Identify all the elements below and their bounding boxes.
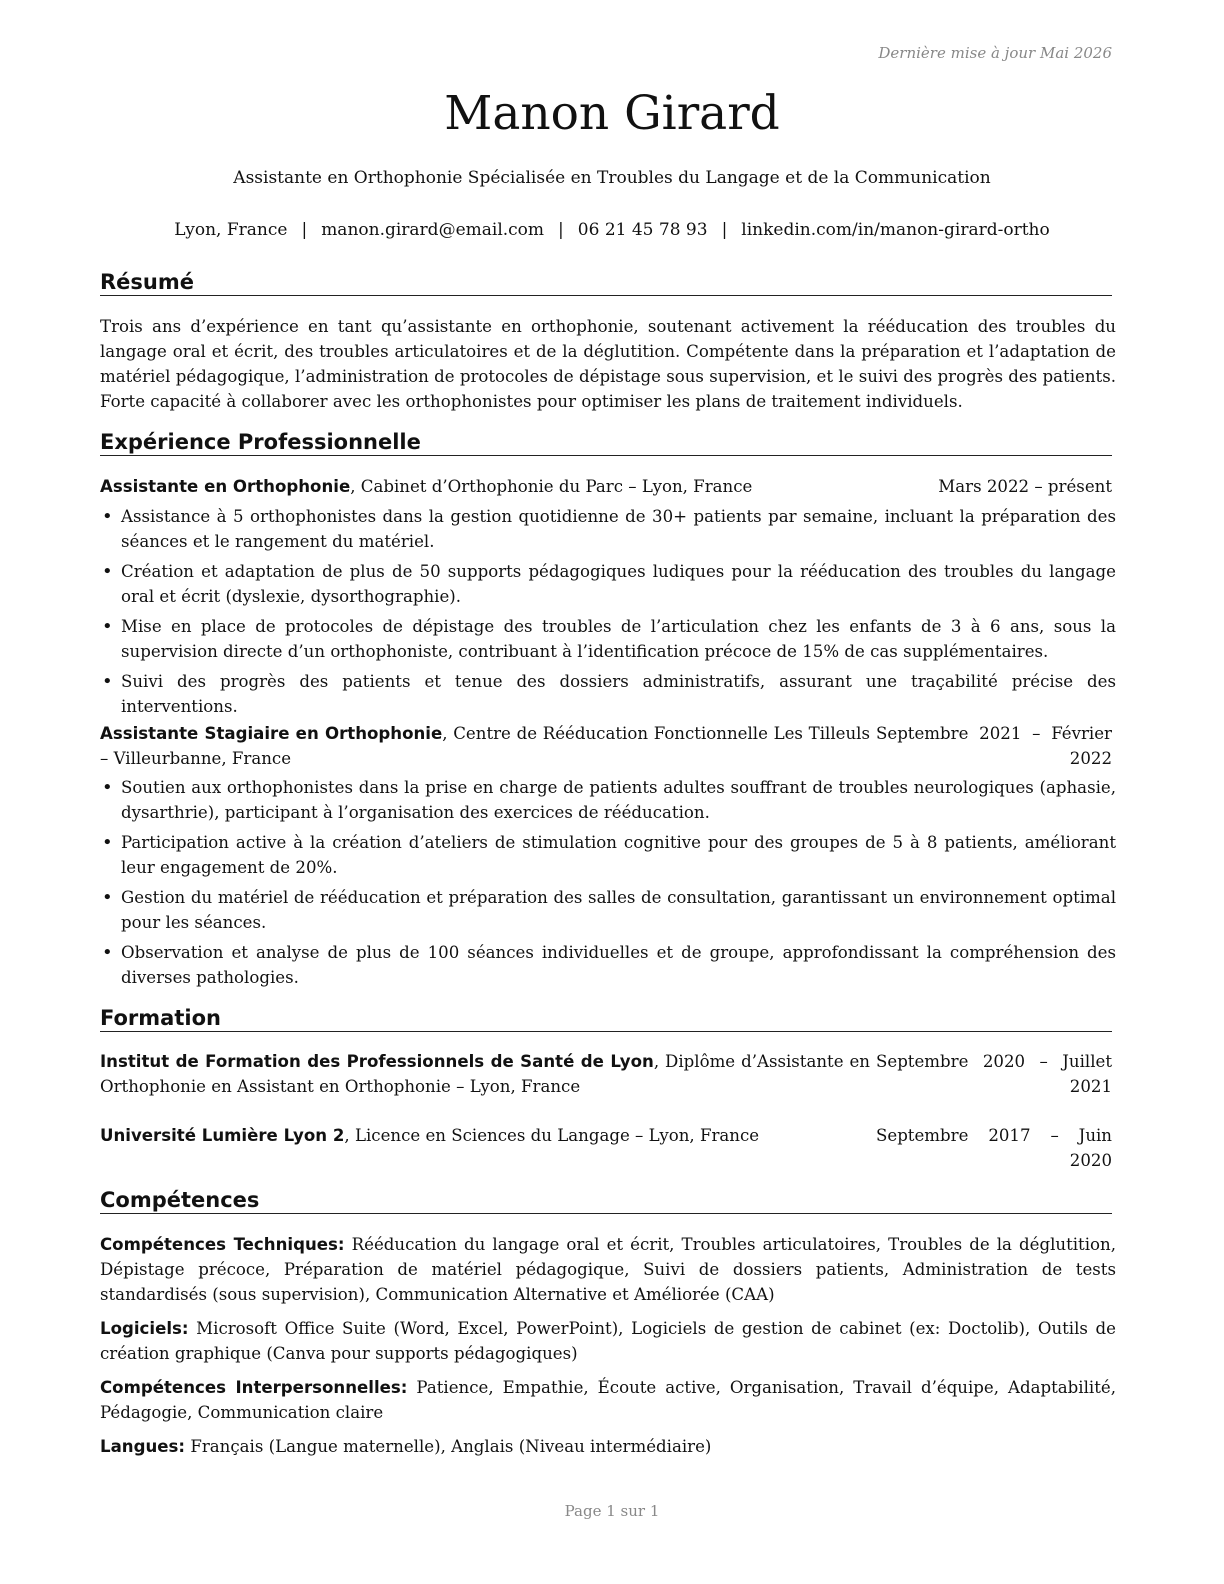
- education-entry-2: [100, 1123, 1112, 1170]
- experience-organization: , Cabinet d’Orthophonie du Parc – Lyon, France: [350, 477, 753, 496]
- education-detail: , Licence en Sciences du Langage – Lyon, France: [344, 1126, 760, 1145]
- skill-value: Français (Langue maternelle), Anglais (Niveau intermédiaire): [185, 1437, 712, 1456]
- skill-label: Compétences Interpersonnelles:: [100, 1378, 408, 1397]
- experience-entry-2-header: [100, 721, 1112, 771]
- education-dates: Septembre 2017 – Juin 2020: [876, 1126, 1112, 1170]
- education-dates: Septembre 2020 – Juillet 2021: [876, 1052, 1112, 1096]
- education-school: Université Lumière Lyon 2: [100, 1126, 345, 1145]
- experience-dates: Septembre 2021 – Février 2022: [876, 724, 1112, 768]
- experience-entry-1-header: [100, 474, 1112, 499]
- skill-value: Rééducation du langage oral et écrit, Troubles articulatoires, Troubles de la déglutition, Dépistage précoce, Préparation de matériel pédagogique, Suivi de dossiers patients, Administration de tests standardisés (sous supervision), Communication Alternative et Améliorée (CAA): [100, 1235, 1116, 1304]
- education-detail: , Diplôme d’Assistante en Orthophonie en Assistant en Orthophonie – Lyon, France: [100, 1052, 870, 1096]
- section-title-skills: Compétences: [100, 1188, 1112, 1214]
- experience-1-bullets: [100, 504, 1116, 724]
- list-item: • Observation et analyse de plus de 100 séances individuelles et de groupe, approfondissant la compréhension des diverses pathologies.: [100, 940, 1116, 990]
- experience-role: Assistante en Orthophonie: [100, 477, 351, 496]
- contact-location: Lyon, France: [174, 220, 288, 240]
- contact-phone: 06 21 45 78 93: [577, 220, 708, 240]
- skill-value: Patience, Empathie, Écoute active, Organisation, Travail d’équipe, Adaptabilité, Pédagogie, Communication claire: [100, 1378, 1116, 1422]
- experience-dates: Mars 2022 – présent: [938, 477, 1112, 496]
- skill-row-languages: [100, 1434, 1116, 1459]
- skill-label: Logiciels:: [100, 1319, 189, 1338]
- experience-organization: , Centre de Rééducation Fonctionnelle Les Tilleuls – Villeurbanne, France: [100, 724, 870, 768]
- section-title-summary: Résumé: [100, 270, 1112, 296]
- skill-label: Langues:: [100, 1437, 186, 1456]
- list-item: • Mise en place de protocoles de dépistage des troubles de l’articulation chez les enfants de 3 à 6 ans, sous la supervision directe d’un orthophoniste, contribuant à l’identification précoce de 15% de cas supplémentaires.: [100, 614, 1116, 664]
- contact-email[interactable]: manon.girard@email.com: [321, 220, 545, 240]
- section-title-experience: Expérience Professionnelle: [100, 430, 1112, 456]
- list-item: • Participation active à la création d’ateliers de stimulation cognitive pour des groupes de 5 à 8 patients, améliorant leur engagement de 20%.: [100, 830, 1116, 880]
- page-number: Page 1 sur 1: [564, 1502, 660, 1520]
- skill-value: Microsoft Office Suite (Word, Excel, PowerPoint), Logiciels de gestion de cabinet (ex: Doctolib), Outils de création graphique (Canva pour supports pédagogiques): [100, 1319, 1116, 1363]
- skill-row-technical: [100, 1232, 1116, 1307]
- list-item: • Assistance à 5 orthophonistes dans la gestion quotidienne de 30+ patients par semaine, incluant la préparation des séances et le rangement du matériel.: [100, 504, 1116, 554]
- contact-linkedin[interactable]: linkedin.com/in/manon-girard-ortho: [741, 220, 1050, 240]
- contact-line: [0, 220, 1224, 240]
- education-entry-1: [100, 1049, 1112, 1099]
- last-updated-date: Dernière mise à jour Mai 2026: [878, 44, 1112, 62]
- skill-label: Compétences Techniques:: [100, 1235, 345, 1254]
- skill-row-software: [100, 1316, 1116, 1366]
- list-item: • Gestion du matériel de rééducation et préparation des salles de consultation, garantissant un environnement optimal pour les séances.: [100, 885, 1116, 935]
- candidate-name: Manon Girard: [444, 86, 780, 141]
- experience-role: Assistante Stagiaire en Orthophonie: [100, 724, 443, 743]
- contact-separator: |: [301, 220, 308, 240]
- education-school: Institut de Formation des Professionnels de Santé de Lyon: [100, 1052, 654, 1071]
- contact-separator: |: [558, 220, 564, 240]
- contact-separator: |: [721, 220, 728, 240]
- skill-row-interpersonal: [100, 1375, 1116, 1425]
- list-item: • Suivi des progrès des patients et tenue des dossiers administratifs, assurant une traçabilité précise des interventions.: [100, 669, 1116, 719]
- list-item: • Soutien aux orthophonistes dans la prise en charge de patients adultes souffrant de troubles neurologiques (aphasie, dysarthrie), participant à l’organisation des exercices de rééducation.: [100, 775, 1116, 825]
- section-title-education: Formation: [100, 1006, 1112, 1032]
- list-item: • Création et adaptation de plus de 50 supports pédagogiques ludiques pour la rééducation des troubles du langage oral et écrit (dyslexie, dysorthographie).: [100, 559, 1116, 609]
- candidate-headline: Assistante en Orthophonie Spécialisée en Troubles du Langage et de la Communication: [233, 168, 991, 188]
- experience-2-bullets: [100, 775, 1116, 995]
- summary-text: Trois ans d’expérience en tant qu’assistante en orthophonie, soutenant activement la rééducation des troubles du langage oral et écrit, des troubles articulatoires et de la déglutition. Compétente dans la préparation et l’adaptation de matériel pédagogique, l’administration de protocoles de dépistage sous supervision, et le suivi des progrès des patients. Forte capacité à collaborer avec les orthophonistes pour optimiser les plans de traitement individuels.: [100, 317, 1116, 411]
